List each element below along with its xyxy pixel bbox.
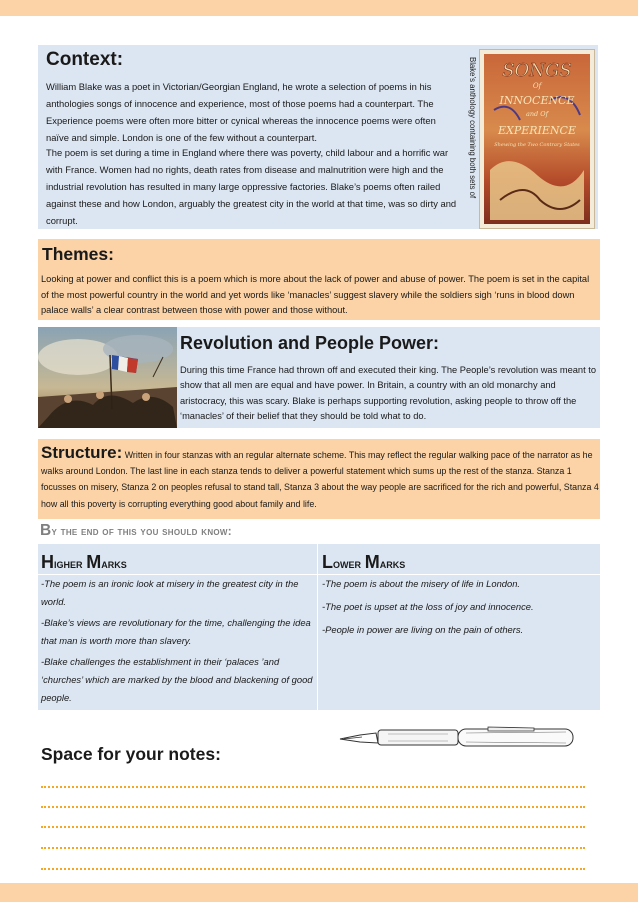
structure-paragraph [41,445,599,512]
book-image-caption: Blake’s anthology containing both sets of [468,57,477,199]
context-title: Context: [46,49,124,70]
lower-marks-title [322,552,405,573]
fountain-pen-icon [338,722,580,752]
higher-marks-item: -Blake’s views are revolutionary for the time, challenging the idea that man is worth more than slavery. [41,617,311,646]
themes-title: Themes: [42,244,114,264]
lower-marks-item: -The poet is upset at the loss of joy and innocence. [322,601,534,612]
book-subtitle: Shewing the Two Contrary States [494,142,580,148]
book-title-and-of: and Of [525,110,549,118]
notes-title: Space for your notes: [41,744,221,764]
revolution-text: During this time France had thrown off and executed their king. The People’s revolution was meant to show that all men are equal and have power. In Britain, a country with an old monarchy and aristocracy, this was scary. Blake is perhaps supporting revolution, asking people to throw off the ‘manacles’ of their belief that they should be told what to do. [180,365,597,421]
book-title-experience: EXPERIENCE [497,124,577,137]
context-section [38,45,598,229]
higher-marks-title-initial: H [41,552,54,572]
structure-section [38,439,600,519]
higher-marks-title-rest-2: arks [101,556,127,571]
bottom-accent-band [0,883,638,902]
lower-marks-title-initial: L [322,552,333,572]
notes-line[interactable] [41,826,585,828]
book-title-innocence: INNOCENCE [499,94,575,107]
higher-marks-item: -The poem is an ironic look at misery in the greatest city in the world. [41,578,299,607]
marks-table [38,544,600,710]
themes-section [38,239,600,320]
revolution-section [38,327,600,428]
book-cover-image [479,49,595,229]
notes-line[interactable] [41,806,585,808]
know-heading [40,522,232,540]
notes-line[interactable] [41,868,585,870]
top-accent-band [0,0,638,16]
context-paragraph-2: The poem is set during a time in England where there was poverty, child labour and a horrific war with France. Women had no rights, death rates from disease and malnutrition were high and the industrial revolution has resulted in many large oppressive factories. Blake’s poems often railed against these and how London, arguably the greatest city in the world at that time, was so dirty and corrupt. [46,147,457,226]
lower-marks-title-initial-2: M [364,552,380,572]
lower-marks-title-rest-2: arks [379,556,406,571]
themes-text: Looking at power and conflict this is a poem which is more about the lack of power and abuse of power. The poem is set in the capital of the most powerful country in the world and yet words like ‘manacles’ suggest slavery while the soldiers sigh ‘runs in blood down palace walls’ a clear contrast between those with power and those without. [41,274,590,315]
lower-marks-item: -People in power are living on the pain of others. [322,624,524,635]
lower-marks-item: -The poem is about the misery of life in London. [322,578,521,589]
revolution-title: Revolution and People Power: [180,333,440,353]
higher-marks-title [41,552,127,573]
column-divider [317,544,318,710]
structure-text: Written in four stanzas with an regular alternate scheme. This may reflect the regular walking pace of the narrator as he walks around London. The last line in each stanza tends to deliver a powerful statement which sums up the rest of the stanza. Stanza 1 focusses on misery, Stanza 2 on peoples refusal to stand tall, Stanza 3 about the way people are sacrificed for the rich and powerful, Stanza 4 how all this poverty is corrupting everything good about family and life. [41,450,599,509]
book-title-of: Of [532,82,542,90]
notes-line[interactable] [41,847,585,849]
higher-marks-item: -Blake challenges the establishment in their ‘palaces ’and ‘churches’ which are marked by the blood and blackening of good people. [41,656,313,703]
know-heading-rest: y the end of this you should know: [51,526,232,538]
book-title-songs: SONGS [502,60,572,81]
context-paragraph-1: William Blake was a poet in Victorian/Georgian England, he wrote a selection of poems in his anthologies songs of innocence and experience, most of those poems had a counterpart. The Experience poems were often more bitter or cynical whereas the innocence poems were often naïve and simple. London is one of the few without a counterpart. [46,81,436,143]
higher-marks-title-rest: igher [54,556,87,571]
structure-title: Structure: [41,443,123,462]
higher-marks-title-initial-2: M [86,552,102,572]
lower-marks-title-rest: ower [333,556,365,571]
revolution-painting-image [38,327,177,428]
notes-line[interactable] [41,786,585,788]
know-heading-initial: B [40,522,52,539]
